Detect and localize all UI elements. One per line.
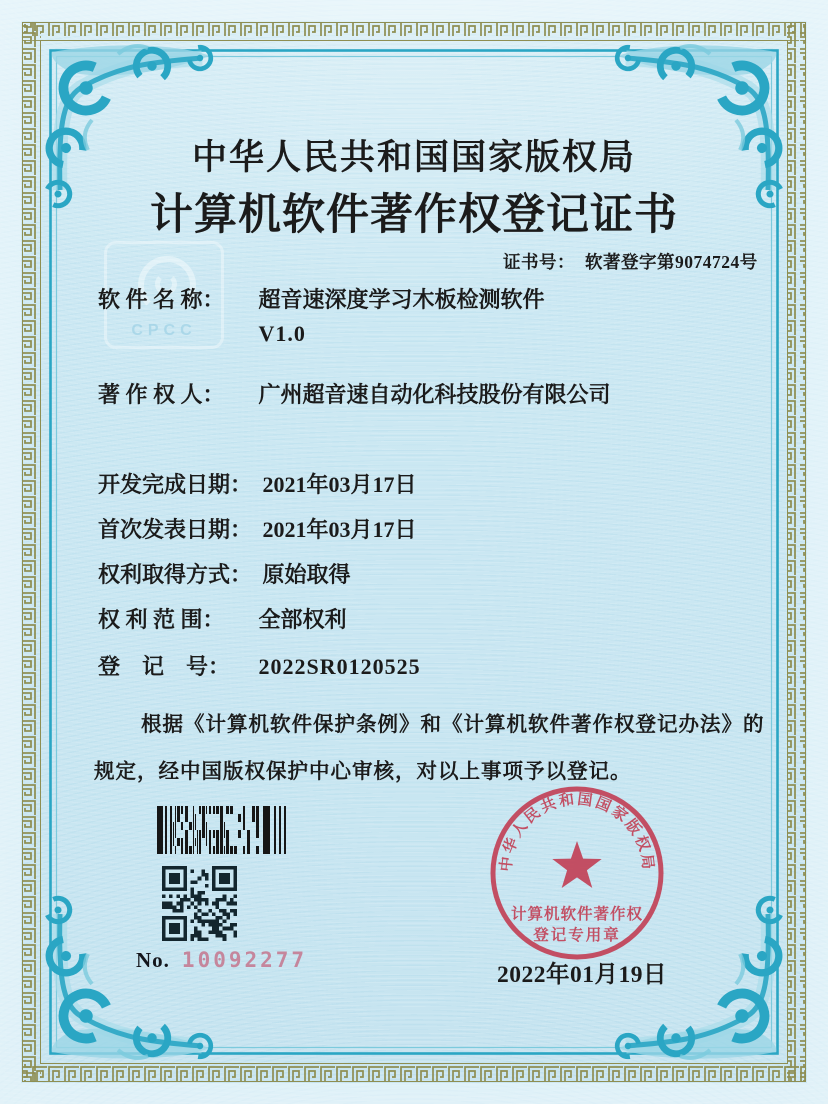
certificate-number-value: 软著登字第9074724号 [585, 252, 758, 272]
field-row-software-name [98, 283, 545, 347]
field-label: 软 件 名 称： [98, 287, 225, 312]
seal-ring-text: 中华人民共和国国家版权局 [498, 791, 656, 873]
barcode [157, 806, 293, 854]
statement-line-1: 根据《计算机软件保护条例》和《计算机软件著作权登记办法》的 [141, 714, 765, 736]
official-seal [487, 783, 667, 963]
field-value-line2: V1.0 [258, 321, 306, 346]
field-row-first-publish-date [98, 513, 417, 544]
field-label: 权利取得方式： [98, 562, 253, 587]
field-label: 权 利 范 围： [98, 607, 225, 632]
certificate-number-line [503, 249, 758, 274]
field-value: 2021年03月17日 [262, 517, 417, 542]
field-row-rights-acquisition [98, 558, 351, 589]
field-label: 著 作 权 人： [98, 382, 225, 407]
field-value: 2022SR0120525 [258, 654, 421, 679]
field-value: 超音速深度学习木板检测软件 [258, 287, 545, 312]
field-row-dev-complete-date [98, 468, 417, 499]
certificate-number-label: 证书号： [503, 252, 575, 272]
seal-center-line-1: 计算机软件著作权 [510, 906, 644, 923]
cpcc-watermark-label: CPCC [131, 322, 197, 339]
serial-number: 10092277 [181, 948, 308, 972]
seal-star-icon [552, 841, 601, 888]
issue-date: 2022年01月19日 [497, 962, 667, 988]
statement-line-2: 规定，经中国版权保护中心审核，对以上事项予以登记。 [94, 761, 632, 783]
authority-title: 中华人民共和国国家版权局 [191, 138, 636, 177]
field-value: 2021年03月17日 [262, 472, 417, 497]
field-row-rights-scope [98, 603, 347, 634]
field-value: 全部权利 [258, 607, 347, 632]
serial-number-line [136, 948, 307, 973]
seal-center-line-2: 登记专用章 [533, 927, 621, 944]
field-value: 原始取得 [262, 562, 351, 587]
field-value: 广州超音速自动化科技股份有限公司 [258, 382, 611, 407]
field-row-copyright-owner [98, 378, 611, 409]
qr-code [162, 866, 237, 941]
field-label: 登 记 号： [98, 654, 231, 679]
field-label: 首次发表日期： [98, 517, 253, 542]
certificate-title: 计算机软件著作权登记证书 [150, 192, 678, 239]
field-label: 开发完成日期： [98, 472, 253, 497]
serial-label: No. [136, 948, 170, 972]
field-row-registration-number [98, 650, 421, 681]
